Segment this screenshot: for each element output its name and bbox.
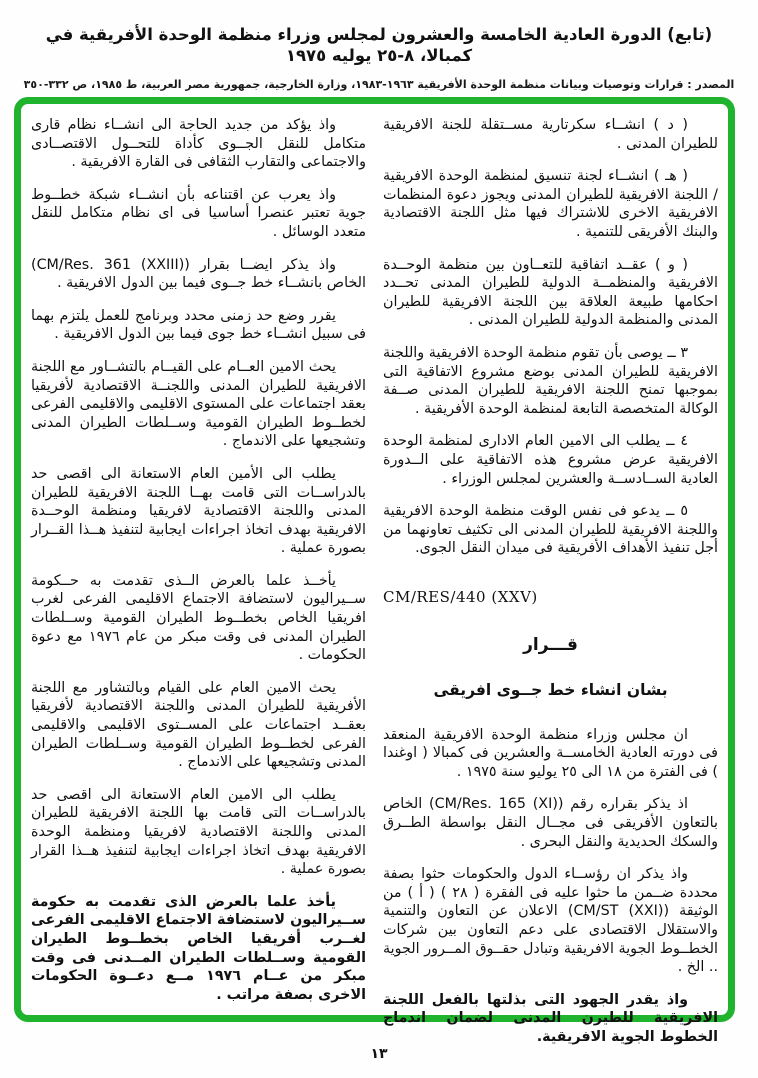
paragraph-sierra-leone-offer-repeat: يأخذ علما بالعرض الذى تقدمت به حكومة ســيراليون لاستضافة الاجتماع الاقليمى الفرعى لغــرب أفريقيا الخاص بخطــوط الطيران القومية وســلطات الطيران المــدنى فى وقت مبكر من عــام ١٩٧٦ مــع دعــوة الحكومات الاخرى بصفة مراتب . bbox=[31, 893, 367, 1003]
source-line: المصدر : قرارات وتوصيات وبيانات منظمة الوحدة الأفريقية ١٩٦٣-١٩٨٣، وزارة الخارجية، جمهورية مصر العربية، ط ١٩٨٥، ص ٣٣٢-٣٥٠ bbox=[23, 77, 735, 91]
page-number: ١٣ bbox=[370, 1046, 388, 1062]
paragraph-reaffirm: واذ يؤكد من جديد الحاجة الى انشــاء نظام قارى متكامل للنقل الجــوى كأداة للتحــول الاقتصــادى والاجتماعى والتقارب الثقافى فى القارة الافريقية . bbox=[31, 117, 366, 171]
resolution-subject: بشان انشاء خط جــوى افريقى bbox=[433, 681, 668, 700]
session-title: (تابع) الدورة العادية الخامسة والعشرون لمجلس وزراء منظمة الوحدة الأفريقية في كمبالا، ٨-٢٥ يوليه ١٩٧٥ bbox=[45, 25, 713, 66]
paragraph-urges-sg-repeat: يحث الامين العام على القيام وبالتشاور مع اللجنة الأفريقية للطيران المدنى واللجنة الاقتصادية لأفريقيا بعقــد اجتماعات على المســتوى الاقليمى والاقليمى الفرعى لخطــوط الطيران القومية وســلطات الطيران المدنى وتشجيعها على الاندماج . bbox=[31, 679, 366, 771]
paragraph-decides: يقرر وضع حد زمنى محدد وبرنامج للعمل يلتزم بهما فى سبيل انشــاء خط جوى فيما بين الدول الافريقية . bbox=[31, 307, 366, 343]
paragraph-conviction: واذ يعرب عن اقتناعه بأن انشــاء شبكة خطــوط جوية تعتبر عنصرا أساسيا فى اى نظام متكامل للنقل متعدد الوسائل . bbox=[31, 186, 366, 240]
paragraph-preamble: ان مجلس وزراء منظمة الوحدة الافريقية المنعقد فى دورته العادية الخامســة والعشرين فى كمبالا ( اوغندا ) فى الفترة من ١٨ الى ٢٥ يوليو سنة ١٩٧٥ . bbox=[383, 726, 718, 780]
paragraph-point-3: ٣ ــ يوصى بأن تقوم منظمة الوحدة الافريقية واللجنة الافريقية للطيران المدنى بوضع مشروع الاتفاقية التى بموجبها تمنح اللجنة الافريقية للطيران المدنى صــفة الوكالة المتخصصة التابعة لمنظمة الوحدة الأفريقية . bbox=[383, 344, 718, 417]
paragraph-recall-361: واذ يذكر ايضــا بقرار (CM/Res. 361 (XXIII)) الخاص بانشــاء خط جــوى فيما بين الدول الافريقية . bbox=[31, 256, 366, 292]
paragraph-point-5: ٥ ــ يدعو فى نفس الوقت منظمة الوحدة الافريقية واللجنة الافريقية للطيران المدنى الى تكثيف تعاونهما من أجل تنفيذ الأهداف الأفريقية فى ميدان النقل الجوى. bbox=[383, 503, 718, 557]
resolution-reference: CM/RES/440 (XXV) bbox=[383, 587, 538, 606]
paragraph-sierra-leone-offer: يأخــذ علما بالعرض الــذى تقدمت به حــكومة ســيراليون لاستضافة الاجتماع الاقليمى الفرعى لغرب افريقيا الخاص بخطــوط الطيران القومية وســلطات الطيران المدنى فى وقت مبكر من عام ١٩٧٦ مع دعوة الحكومات . bbox=[31, 572, 366, 664]
paragraph-item-d: ( د ) انشــاء سكرتارية مســتقلة للجنة الافريقية للطيران المدنى . bbox=[383, 117, 718, 152]
paragraph-recall-declaration: واذ يذكر ان رؤســاء الدول والحكومات حثوا بصفة محددة ضــمن ما حثوا عليه فى الفقرة ( ٢٨ ) ( أ ) من الوثيقة (CM/ST (XXI)) الاعلان عن التعاون والتنمية والاستقلال الاقتصادى على دعم التعاون بين شركات الخطــوط الجوية الافريقية وتبادل حقــوق المــرور الجوية .. الخ . bbox=[383, 866, 719, 976]
two-column-layout bbox=[31, 116, 719, 1045]
right-column bbox=[383, 116, 719, 1045]
paragraph-urges-sg: يحث الامين العــام على القيــام بالتشــاور مع اللجنة الافريقية للطيران المدنى واللجنــة الاقتصادية لأفريقيا بعقد اجتماعات على المستوى الاقليمى والاقليمى الفرعى لخطــوط الطيران القومية وســلطات الطيران المدنى وتشجيعها على الاندماج . bbox=[31, 358, 366, 450]
left-column bbox=[31, 116, 366, 1005]
paragraph-recall-165: اذ يذكر بقراره رقم (CM/Res. 165 (XI)) الخاص بالتعاون الأفريقى فى مجــال النقل بواسطة الطــرق والسكك الحديدية والنقل البحرى . bbox=[383, 796, 718, 850]
paragraph-item-h: ( هـ ) انشــاء لجنة تنسيق لمنظمة الوحدة الافريقية / اللجنة الافريقية للطيران المدنى ويجوز دعوة المنظمات الافريقية الاخرى للاشتراك فيها مثل اللجنة الاقتصادية والبنك الأفريقى للتنمية . bbox=[383, 168, 718, 240]
paragraph-point-4: ٤ ــ يطلب الى الامين العام الادارى لمنظمة الوحدة الافريقية عرض مشروع هذه الاتفاقية على الــدورة العادية الســادســة والعشرين لمجلس الوزراء . bbox=[383, 433, 718, 487]
paragraph-item-w: ( و ) عقــد اتفاقية للتعــاون بين منظمة الوحــدة الافريقية والمنظمــة الدولية للطيران المدنى تحــدد احكامها طبيعة العلاقة بين اللجنة الافريقية للطيران المدنى والمنظمة الدولية للطيران المدنى . bbox=[383, 256, 718, 329]
resolution-heading: قـــرار bbox=[523, 635, 578, 656]
paragraph-requests-studies: يطلب الى الأمين العام الاستعانة الى اقصى حد بالدراســات التى قامت بهــا اللجنة الافريقية للطيران المدنى واللجنة الاقتصادية لافريقيا ومنظمة الوحــدة الافريقية بهدف اتخاذ اجراءات ايجابية لتنفيذ هــذا القــرار بصورة عملية . bbox=[31, 465, 366, 557]
paragraph-appreciation: واذ يقدر الجهود التى بذلتها بالفعل اللجنة الافريقية للطيرن المدنى لضمان اندماج الخطوط الجوية الافريقية. bbox=[383, 991, 718, 1045]
scan-frame bbox=[14, 97, 735, 1045]
page-header bbox=[0, 0, 758, 91]
paragraph-requests-studies-repeat: يطلب الى الامين العام الاستعانة الى اقصى حد بالدراســات التى قامت بها اللجنة الافريقية للطيران المدنى واللجنة الاقتصادية لافريقيا ومنظمة الوحدة الافريقية بهدف اتخاذ اجراءات ايجابية لتنفيذ هــذا القرار بصورة عملية . bbox=[31, 786, 366, 878]
